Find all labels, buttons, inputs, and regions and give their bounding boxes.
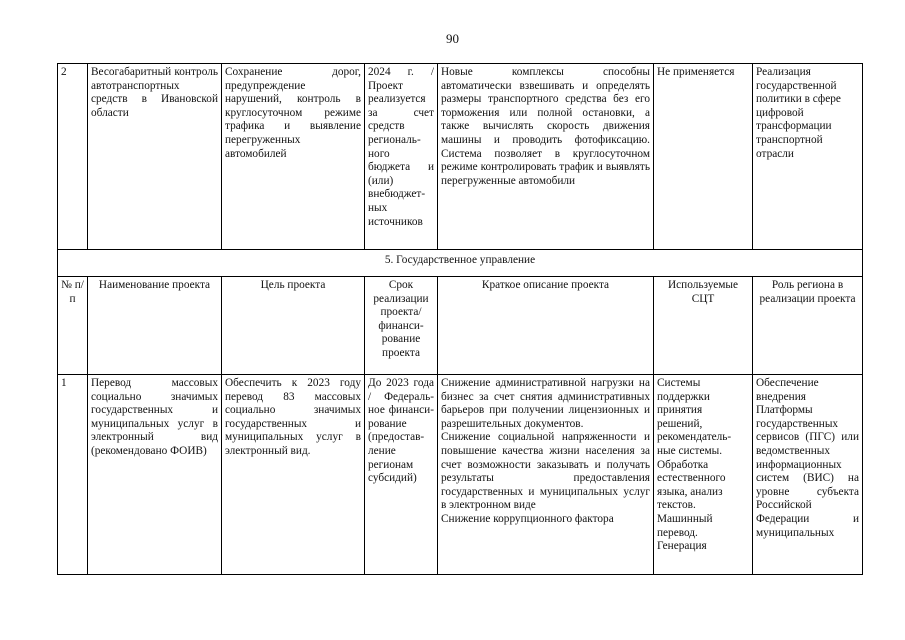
description-paragraph: Снижение административной нагрузки на бизнес за счет снятия административных барьеров при получении лицензионных и разрешительных документов. — [441, 377, 650, 430]
project-technology: Не применяется — [654, 64, 753, 250]
page-number: 90 — [446, 31, 459, 46]
header-description: Краткое описание проекта — [438, 277, 654, 375]
project-technology: Системы поддержки принятия решений, рекомендатель-ные системы. Обработка естественного языка, анализ текстов. Машинный перевод. Генерация — [654, 375, 753, 575]
header-num: № п/п — [58, 277, 88, 375]
header-region-role: Роль региона в реализации проекта — [753, 277, 863, 375]
header-goal: Цель проекта — [222, 277, 365, 375]
project-goal: Сохранение дорог, предупреждение нарушений, контроль в круглосуточном режиме трафика и выявление перегруженных автомобилей — [222, 64, 365, 250]
project-term: До 2023 года / Федераль-ное финанси-рование (предостав-ление регионам субсидий) — [365, 375, 438, 575]
project-name: Перевод массовых социально значимых государственных и муниципальных услуг в электронный вид (рекомендовано ФОИВ) — [88, 375, 222, 575]
project-description: Новые комплексы способны автоматически взвешивать и определять размеры транспортного средства без его торможения или полной остановки, а также вычислять скорость движения машины и проводить фотофиксацию. Система позволяет в круглосуточном режиме контролировать трафик и выявлять перегруженные автомобили — [438, 64, 654, 250]
row-number: 1 — [58, 375, 88, 575]
project-name: Весогабаритный контроль автотранспортных средств в Ивановской области — [88, 64, 222, 250]
description-paragraph: Снижение коррупционного фактора — [441, 512, 614, 525]
project-term: 2024 г. / Проект реализуется за счет средств региональ-ного бюджета и (или) внебюджет-ных источников — [365, 64, 438, 250]
project-description — [438, 375, 654, 575]
section-row — [58, 250, 863, 277]
header-name: Наименование проекта — [88, 277, 222, 375]
project-region-role: Реализация государственной политики в сфере цифровой трансформации транспортной отрасли — [753, 64, 863, 250]
section-title: 5. Государственное управление — [58, 250, 863, 277]
table-row — [58, 64, 863, 250]
table-row — [58, 375, 863, 575]
header-technology: Используемые СЦТ — [654, 277, 753, 375]
header-row — [58, 277, 863, 375]
projects-table — [57, 63, 863, 575]
description-paragraph: Снижение социальной напряженности и повышение качества жизни населения за счет возможности заказывать и получать результаты предоставления государственных и муниципальных услуг в электронном виде — [441, 431, 650, 512]
project-goal: Обеспечить к 2023 году перевод 83 массовых социально значимых государственных и муниципальных услуг в электронный вид. — [222, 375, 365, 575]
header-term: Срок реализации проекта/ финанси-рование проекта — [365, 277, 438, 375]
row-number: 2 — [58, 64, 88, 250]
project-region-role: Обеспечение внедрения Платформы государственных сервисов (ПГС) или ведомственных информационных систем (ВИС) на уровне субъекта Российской Федерации и муниципальных — [753, 375, 863, 575]
